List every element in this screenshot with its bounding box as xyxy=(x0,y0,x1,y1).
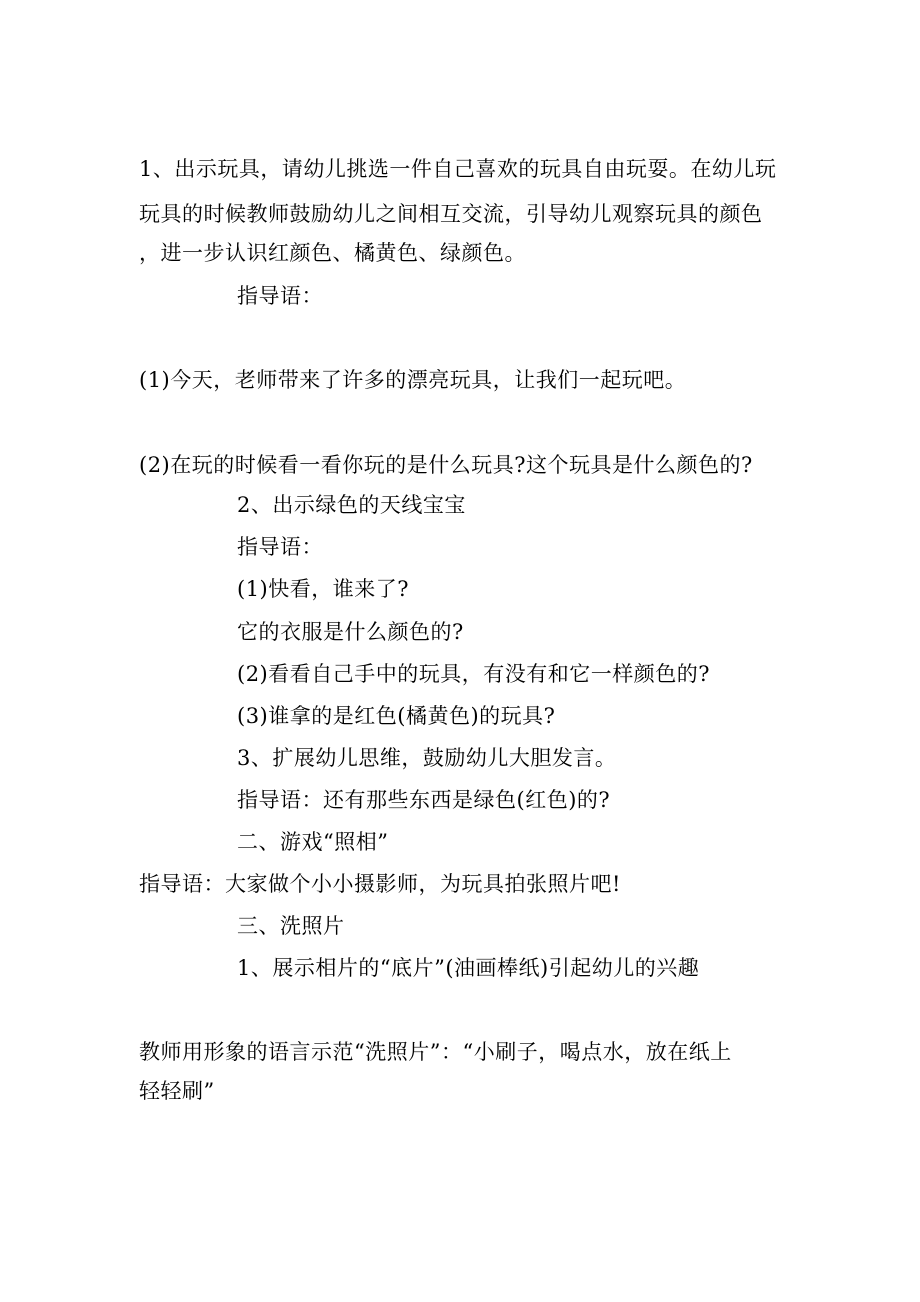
question-line-2: (2)在玩的时候看一看你玩的是什么玩具?这个玩具是什么颜色的? xyxy=(139,453,753,477)
section-heading-photos: 三、洗照片 xyxy=(237,914,345,938)
section-item-photos-1: 1、展示相片的“底片”(油画棒纸)引起幼儿的兴趣 xyxy=(237,956,700,980)
guidance-line-4: 指导语：大家做个小小摄影师，为玩具拍张照片吧! xyxy=(139,872,621,896)
guidance-line-3: 指导语：还有那些东西是绿色(红色)的? xyxy=(237,788,611,812)
question-line-4: 它的衣服是什么颜色的? xyxy=(237,620,464,644)
paragraph-line-1: 1、出示玩具，请幼儿挑选一件自己喜欢的玩具自由玩耍。在幼儿玩 xyxy=(139,157,777,181)
guidance-label-1: 指导语： xyxy=(237,284,323,308)
guidance-label-2: 指导语： xyxy=(237,535,323,559)
section-heading-game: 二、游戏“照相” xyxy=(237,830,389,854)
paragraph-line-4: 教师用形象的语言示范“洗照片”：“小刷子，喝点水，放在纸上 xyxy=(139,1040,732,1064)
question-line-6: (3)谁拿的是红色(橘黄色)的玩具? xyxy=(237,704,556,728)
question-line-1: (1)今天，老师带来了许多的漂亮玩具，让我们一起玩吧。 xyxy=(139,368,687,392)
section-item-3: 3、扩展幼儿思维，鼓励幼儿大胆发言。 xyxy=(237,746,617,770)
question-line-5: (2)看看自己手中的玩具，有没有和它一样颜色的? xyxy=(237,662,711,686)
section-item-2: 2、出示绿色的天线宝宝 xyxy=(237,493,466,517)
paragraph-line-5: 轻轻刷” xyxy=(139,1079,215,1103)
question-line-3: (1)快看，谁来了? xyxy=(237,577,410,601)
paragraph-line-3: ，进一步认识红颜色、橘黄色、绿颜色。 xyxy=(139,241,526,265)
paragraph-line-2: 玩具的时候教师鼓励幼儿之间相互交流，引导幼儿观察玩具的颜色 xyxy=(139,202,763,226)
